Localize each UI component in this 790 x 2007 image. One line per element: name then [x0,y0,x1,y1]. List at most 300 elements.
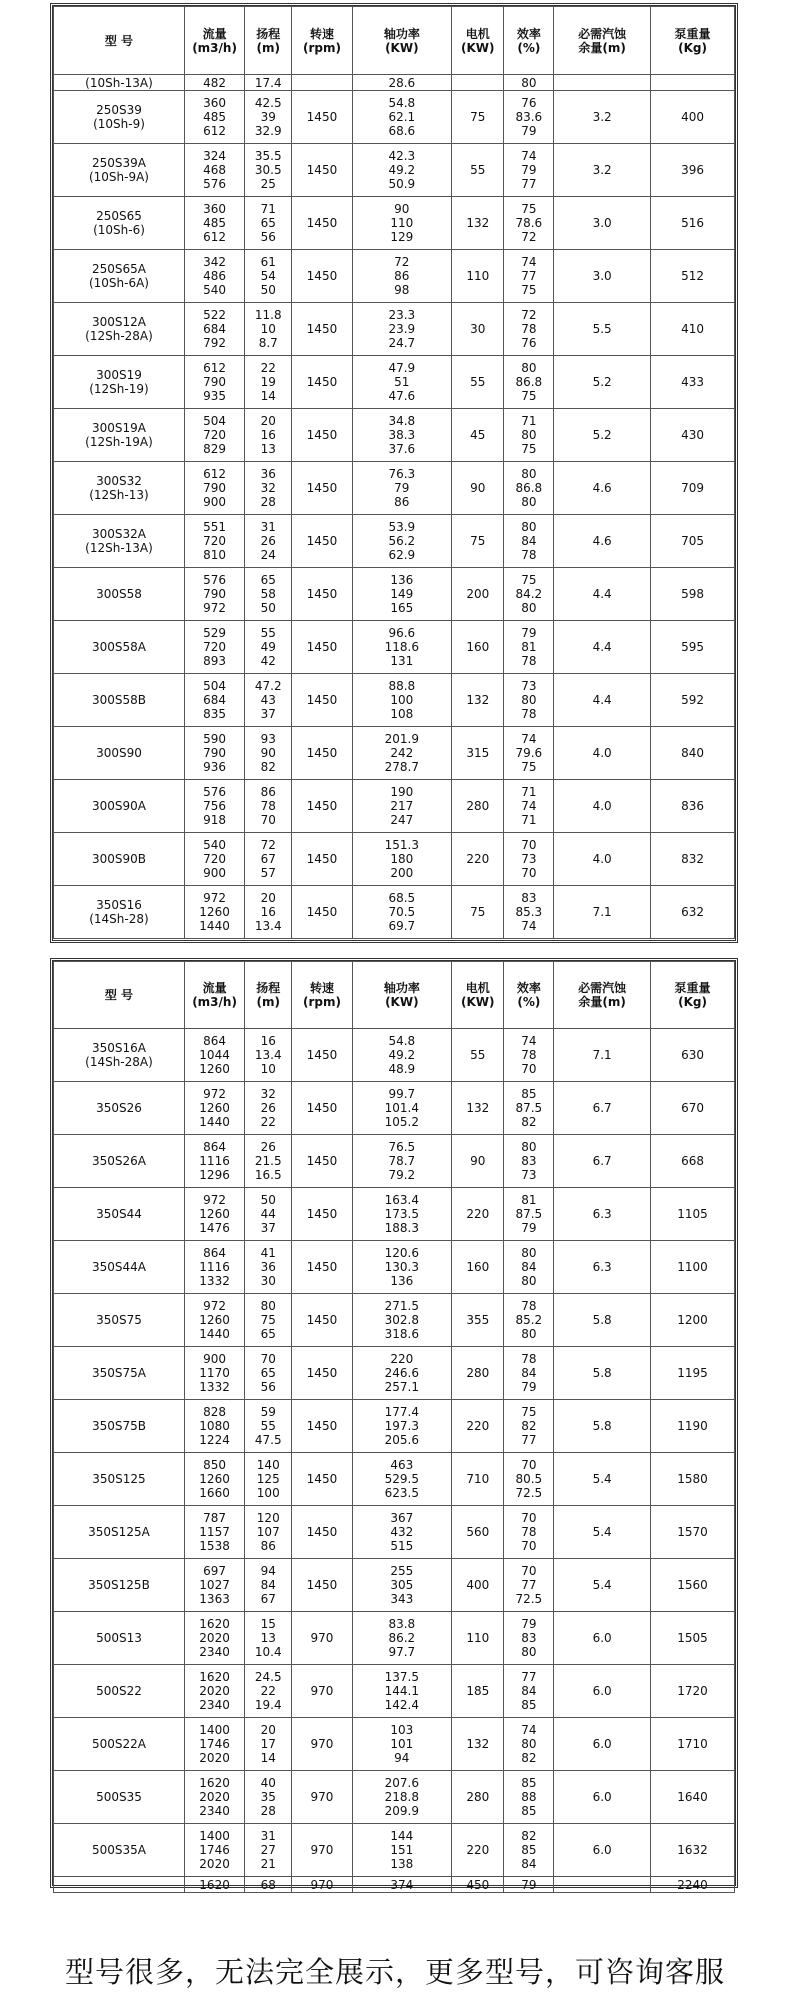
cell-head: 20 17 14 [245,1718,292,1771]
cell-shaft-power: 103 101 94 [352,1718,452,1771]
header-head: 扬程 (m) [245,962,292,1029]
pump-spec-table-2-frame [50,958,738,1892]
cell-shaft-power: 207.6 218.8 209.9 [352,1771,452,1824]
cell-speed: 1450 [292,409,352,462]
header-shaft-power: 轴功率 (KW) [352,962,452,1029]
cell-shaft-power: 68.5 70.5 69.7 [352,886,452,939]
cell-motor: 132 [452,1082,504,1135]
cell-npsh: 3.2 [554,144,651,197]
cell-shaft-power: 271.5 302.8 318.6 [352,1294,452,1347]
cell-flow: 972 1260 1440 [184,1294,244,1347]
cell-model: 300S58A [54,621,185,674]
cell-model [54,1877,185,1893]
cell-efficiency: 80 [504,75,554,91]
table-row [54,1559,735,1612]
cell-head: 71 65 56 [245,197,292,250]
cell-speed: 1450 [292,91,352,144]
cell-flow: 504 684 835 [184,674,244,727]
cell-head: 17.4 [245,75,292,91]
header-speed: 转速 (rpm) [292,7,352,75]
cell-speed: 1450 [292,780,352,833]
table-row [54,197,735,250]
cell-flow: 972 1260 1440 [184,886,244,939]
table-row [54,409,735,462]
cell-head: 15 13 10.4 [245,1612,292,1665]
cell-efficiency: 72 78 76 [504,303,554,356]
cell-model: 300S32 (12Sh-13) [54,462,185,515]
cell-model: 350S75 [54,1294,185,1347]
footer-note: 型号很多，无法完全展示，更多型号，可咨询客服 [64,1955,725,1989]
cell-model: 350S125A [54,1506,185,1559]
header-motor: 电机 (KW) [452,7,504,75]
cell-head: 11.8 10 8.7 [245,303,292,356]
cell-speed: 970 [292,1877,352,1893]
cell-head: 68 [245,1877,292,1893]
cell-shaft-power: 34.8 38.3 37.6 [352,409,452,462]
cell-speed: 1450 [292,1559,352,1612]
cell-efficiency: 79 81 78 [504,621,554,674]
cell-weight: 705 [651,515,735,568]
table-row [54,886,735,939]
cell-speed: 1450 [292,250,352,303]
cell-model: 500S35 [54,1771,185,1824]
cell-npsh: 6.7 [554,1135,651,1188]
cell-shaft-power: 88.8 100 108 [352,674,452,727]
cell-flow: 1620 2020 2340 [184,1771,244,1824]
table-row [54,91,735,144]
cell-weight: 1100 [651,1241,735,1294]
cell-weight: 632 [651,886,735,939]
cell-npsh: 4.4 [554,621,651,674]
header-model: 型 号 [54,7,185,75]
cell-model: 300S58 [54,568,185,621]
cell-model: 500S13 [54,1612,185,1665]
cell-npsh [554,1877,651,1893]
cell-weight: 630 [651,1029,735,1082]
cell-shaft-power: 463 529.5 623.5 [352,1453,452,1506]
header-efficiency: 效率 (%) [504,7,554,75]
cell-efficiency: 82 85 84 [504,1824,554,1877]
cell-speed: 1450 [292,674,352,727]
table-row [54,1135,735,1188]
cell-speed: 1450 [292,1347,352,1400]
cell-speed: 1450 [292,1029,352,1082]
cell-speed: 970 [292,1612,352,1665]
table-row [54,1771,735,1824]
cell-npsh: 7.1 [554,886,651,939]
cell-flow: 576 756 918 [184,780,244,833]
cell-model: 500S22A [54,1718,185,1771]
cell-motor: 55 [452,1029,504,1082]
cell-npsh: 6.0 [554,1718,651,1771]
cell-weight [651,75,735,91]
cell-model: 350S125 [54,1453,185,1506]
cell-speed: 1450 [292,144,352,197]
cell-model: 500S35A [54,1824,185,1877]
table-row [54,75,735,91]
table-row [54,1824,735,1877]
cell-weight: 1200 [651,1294,735,1347]
cell-speed: 1450 [292,833,352,886]
cell-motor: 280 [452,780,504,833]
cell-npsh: 5.8 [554,1294,651,1347]
cell-weight: 709 [651,462,735,515]
cell-efficiency: 78 85.2 80 [504,1294,554,1347]
cell-motor: 75 [452,515,504,568]
pump-spec-table-1-frame [50,3,738,943]
cell-efficiency: 80 84 80 [504,1241,554,1294]
table-row [54,1029,735,1082]
cell-efficiency: 75 78.6 72 [504,197,554,250]
cell-weight: 598 [651,568,735,621]
cell-npsh: 4.6 [554,515,651,568]
table-row [54,1718,735,1771]
cell-head: 65 58 50 [245,568,292,621]
cell-motor: 450 [452,1877,504,1893]
cell-head: 72 67 57 [245,833,292,886]
cell-weight: 1710 [651,1718,735,1771]
cell-head: 36 32 28 [245,462,292,515]
cell-efficiency: 71 74 71 [504,780,554,833]
cell-npsh: 4.0 [554,833,651,886]
cell-model: 350S75A [54,1347,185,1400]
table-row [54,674,735,727]
cell-efficiency: 70 73 70 [504,833,554,886]
cell-speed: 1450 [292,515,352,568]
cell-motor [452,75,504,91]
cell-motor: 55 [452,356,504,409]
cell-npsh: 6.7 [554,1082,651,1135]
cell-speed: 970 [292,1718,352,1771]
cell-shaft-power: 76.5 78.7 79.2 [352,1135,452,1188]
cell-flow: 342 486 540 [184,250,244,303]
cell-flow: 1400 1746 2020 [184,1824,244,1877]
cell-flow: 1400 1746 2020 [184,1718,244,1771]
cell-head: 42.5 39 32.9 [245,91,292,144]
cell-shaft-power: 99.7 101.4 105.2 [352,1082,452,1135]
cell-motor: 75 [452,886,504,939]
cell-speed: 1450 [292,621,352,674]
cell-efficiency: 79 83 80 [504,1612,554,1665]
cell-speed: 1450 [292,197,352,250]
cell-npsh: 4.4 [554,674,651,727]
cell-npsh: 6.3 [554,1188,651,1241]
cell-head: 120 107 86 [245,1506,292,1559]
cell-npsh: 6.0 [554,1612,651,1665]
table-row [54,1612,735,1665]
cell-shaft-power: 367 432 515 [352,1506,452,1559]
cell-flow: 504 720 829 [184,409,244,462]
table-header-row [54,7,735,75]
cell-flow: 1620 2020 2340 [184,1612,244,1665]
cell-head: 93 90 82 [245,727,292,780]
cell-efficiency: 80 83 73 [504,1135,554,1188]
cell-weight: 1195 [651,1347,735,1400]
header-speed: 转速 (rpm) [292,962,352,1029]
cell-flow: 864 1116 1332 [184,1241,244,1294]
cell-npsh: 6.0 [554,1665,651,1718]
cell-motor: 710 [452,1453,504,1506]
cell-weight: 1505 [651,1612,735,1665]
header-efficiency: 效率 (%) [504,962,554,1029]
header-head: 扬程 (m) [245,7,292,75]
cell-npsh: 6.0 [554,1771,651,1824]
cell-shaft-power: 47.9 51 47.6 [352,356,452,409]
cell-shaft-power: 53.9 56.2 62.9 [352,515,452,568]
cell-model: 350S16 (14Sh-28) [54,886,185,939]
cell-efficiency: 75 82 77 [504,1400,554,1453]
cell-flow: 529 720 893 [184,621,244,674]
cell-flow: 576 790 972 [184,568,244,621]
cell-flow: 360 485 612 [184,197,244,250]
cell-weight: 433 [651,356,735,409]
cell-head: 20 16 13 [245,409,292,462]
cell-shaft-power: 151.3 180 200 [352,833,452,886]
header-motor: 电机 (KW) [452,962,504,1029]
table-row [54,303,735,356]
cell-weight: 410 [651,303,735,356]
cell-head: 70 65 56 [245,1347,292,1400]
cell-speed: 1450 [292,1241,352,1294]
cell-efficiency: 81 87.5 79 [504,1188,554,1241]
cell-motor: 160 [452,1241,504,1294]
cell-motor: 280 [452,1771,504,1824]
table-row [54,515,735,568]
cell-efficiency: 80 84 78 [504,515,554,568]
cell-model: 250S65A (10Sh-6A) [54,250,185,303]
cell-npsh: 5.4 [554,1453,651,1506]
cell-motor: 90 [452,462,504,515]
cell-model: 250S65 (10Sh-6) [54,197,185,250]
cell-motor: 45 [452,409,504,462]
cell-head: 140 125 100 [245,1453,292,1506]
cell-shaft-power: 201.9 242 278.7 [352,727,452,780]
cell-motor: 400 [452,1559,504,1612]
cell-flow: 850 1260 1660 [184,1453,244,1506]
cell-efficiency: 85 87.5 82 [504,1082,554,1135]
cell-speed [292,75,352,91]
cell-flow: 787 1157 1538 [184,1506,244,1559]
cell-shaft-power: 137.5 144.1 142.4 [352,1665,452,1718]
cell-head: 31 27 21 [245,1824,292,1877]
table-row [54,1188,735,1241]
cell-motor: 30 [452,303,504,356]
cell-weight: 1632 [651,1824,735,1877]
cell-shaft-power: 190 217 247 [352,780,452,833]
cell-motor: 132 [452,1718,504,1771]
cell-head: 16 13.4 10 [245,1029,292,1082]
cell-model: 300S19 (12Sh-19) [54,356,185,409]
cell-weight: 1640 [651,1771,735,1824]
cell-model: 300S19A (12Sh-19A) [54,409,185,462]
cell-motor: 110 [452,1612,504,1665]
header-model: 型 号 [54,962,185,1029]
cell-flow: 590 790 936 [184,727,244,780]
cell-weight: 516 [651,197,735,250]
cell-model: 250S39A (10Sh-9A) [54,144,185,197]
cell-weight: 512 [651,250,735,303]
cell-motor: 220 [452,1824,504,1877]
cell-npsh: 5.4 [554,1506,651,1559]
cell-npsh: 5.8 [554,1347,651,1400]
cell-efficiency: 78 84 79 [504,1347,554,1400]
cell-motor: 280 [452,1347,504,1400]
cell-shaft-power: 96.6 118.6 131 [352,621,452,674]
cell-motor: 75 [452,91,504,144]
cell-weight: 836 [651,780,735,833]
cell-speed: 1450 [292,1400,352,1453]
cell-flow: 972 1260 1476 [184,1188,244,1241]
cell-efficiency: 74 80 82 [504,1718,554,1771]
cell-shaft-power: 220 246.6 257.1 [352,1347,452,1400]
cell-weight: 595 [651,621,735,674]
table-row [54,568,735,621]
cell-weight: 1190 [651,1400,735,1453]
cell-efficiency: 70 77 72.5 [504,1559,554,1612]
cell-head: 31 26 24 [245,515,292,568]
header-flow: 流量 (m3/h) [184,962,244,1029]
cell-model: 350S44 [54,1188,185,1241]
cell-motor: 315 [452,727,504,780]
cell-shaft-power: 54.8 49.2 48.9 [352,1029,452,1082]
cell-model: 300S12A (12Sh-28A) [54,303,185,356]
cell-weight: 832 [651,833,735,886]
table-row [54,250,735,303]
cell-npsh: 5.2 [554,356,651,409]
cell-npsh: 6.0 [554,1824,651,1877]
cell-flow: 360 485 612 [184,91,244,144]
cell-efficiency: 76 83.6 79 [504,91,554,144]
cell-speed: 970 [292,1824,352,1877]
cell-npsh: 5.4 [554,1559,651,1612]
cell-head: 24.5 22 19.4 [245,1665,292,1718]
cell-efficiency: 70 78 70 [504,1506,554,1559]
cell-motor: 355 [452,1294,504,1347]
cell-motor: 220 [452,1400,504,1453]
table-row [54,1241,735,1294]
cell-speed: 1450 [292,886,352,939]
cell-efficiency: 79 [504,1877,554,1893]
cell-model: 300S90A [54,780,185,833]
cell-shaft-power: 72 86 98 [352,250,452,303]
cell-shaft-power: 374 [352,1877,452,1893]
pump-spec-table-2 [53,961,735,1893]
cell-npsh: 7.1 [554,1029,651,1082]
cell-flow: 482 [184,75,244,91]
cell-efficiency: 77 84 85 [504,1665,554,1718]
cell-flow: 864 1116 1296 [184,1135,244,1188]
cell-shaft-power: 255 305 343 [352,1559,452,1612]
cell-motor: 110 [452,250,504,303]
cell-model: (10Sh-13A) [54,75,185,91]
cell-flow: 972 1260 1440 [184,1082,244,1135]
cell-efficiency: 74 79.6 75 [504,727,554,780]
table-row [54,1400,735,1453]
cell-flow: 324 468 576 [184,144,244,197]
cell-flow: 551 720 810 [184,515,244,568]
cell-efficiency: 85 88 85 [504,1771,554,1824]
cell-flow: 828 1080 1224 [184,1400,244,1453]
cell-head: 94 84 67 [245,1559,292,1612]
cell-speed: 1450 [292,1188,352,1241]
cell-weight: 1560 [651,1559,735,1612]
header-weight: 泵重量 (Kg) [651,7,735,75]
table-row [54,144,735,197]
header-weight: 泵重量 (Kg) [651,962,735,1029]
cell-motor: 200 [452,568,504,621]
table-row [54,1347,735,1400]
cell-shaft-power: 177.4 197.3 205.6 [352,1400,452,1453]
cell-head: 80 75 65 [245,1294,292,1347]
cell-weight: 1720 [651,1665,735,1718]
table-row [54,621,735,674]
cell-npsh: 5.5 [554,303,651,356]
table-row [54,356,735,409]
cell-npsh: 3.0 [554,250,651,303]
cell-efficiency: 74 79 77 [504,144,554,197]
cell-speed: 1450 [292,303,352,356]
table-row [54,1877,735,1893]
cell-model: 250S39 (10Sh-9) [54,91,185,144]
cell-shaft-power: 163.4 173.5 188.3 [352,1188,452,1241]
cell-weight: 430 [651,409,735,462]
cell-flow: 612 790 935 [184,356,244,409]
cell-shaft-power: 42.3 49.2 50.9 [352,144,452,197]
cell-motor: 55 [452,144,504,197]
table-row [54,780,735,833]
cell-weight: 668 [651,1135,735,1188]
cell-efficiency: 83 85.3 74 [504,886,554,939]
table-row [54,1294,735,1347]
cell-npsh: 4.0 [554,780,651,833]
cell-speed: 1450 [292,356,352,409]
cell-shaft-power: 120.6 130.3 136 [352,1241,452,1294]
cell-weight: 592 [651,674,735,727]
header-npsh: 必需汽蚀 余量(m) [554,7,651,75]
cell-speed: 1450 [292,1294,352,1347]
cell-npsh: 5.8 [554,1400,651,1453]
header-flow: 流量 (m3/h) [184,7,244,75]
table-row [54,1082,735,1135]
cell-speed: 1450 [292,1453,352,1506]
cell-efficiency: 80 86.8 80 [504,462,554,515]
table-row [54,462,735,515]
cell-model: 300S90 [54,727,185,780]
cell-shaft-power: 54.8 62.1 68.6 [352,91,452,144]
cell-motor: 185 [452,1665,504,1718]
cell-shaft-power: 23.3 23.9 24.7 [352,303,452,356]
cell-weight: 1105 [651,1188,735,1241]
cell-speed: 1450 [292,1135,352,1188]
cell-head: 35.5 30.5 25 [245,144,292,197]
cell-shaft-power: 144 151 138 [352,1824,452,1877]
cell-flow: 522 684 792 [184,303,244,356]
cell-efficiency: 80 86.8 75 [504,356,554,409]
cell-efficiency: 71 80 75 [504,409,554,462]
cell-head: 32 26 22 [245,1082,292,1135]
header-shaft-power: 轴功率 (KW) [352,7,452,75]
cell-efficiency: 75 84.2 80 [504,568,554,621]
table-row [54,1506,735,1559]
cell-weight: 670 [651,1082,735,1135]
cell-motor: 560 [452,1506,504,1559]
cell-model: 300S58B [54,674,185,727]
cell-npsh [554,75,651,91]
cell-motor: 90 [452,1135,504,1188]
cell-flow: 540 720 900 [184,833,244,886]
cell-efficiency: 74 77 75 [504,250,554,303]
cell-speed: 970 [292,1771,352,1824]
